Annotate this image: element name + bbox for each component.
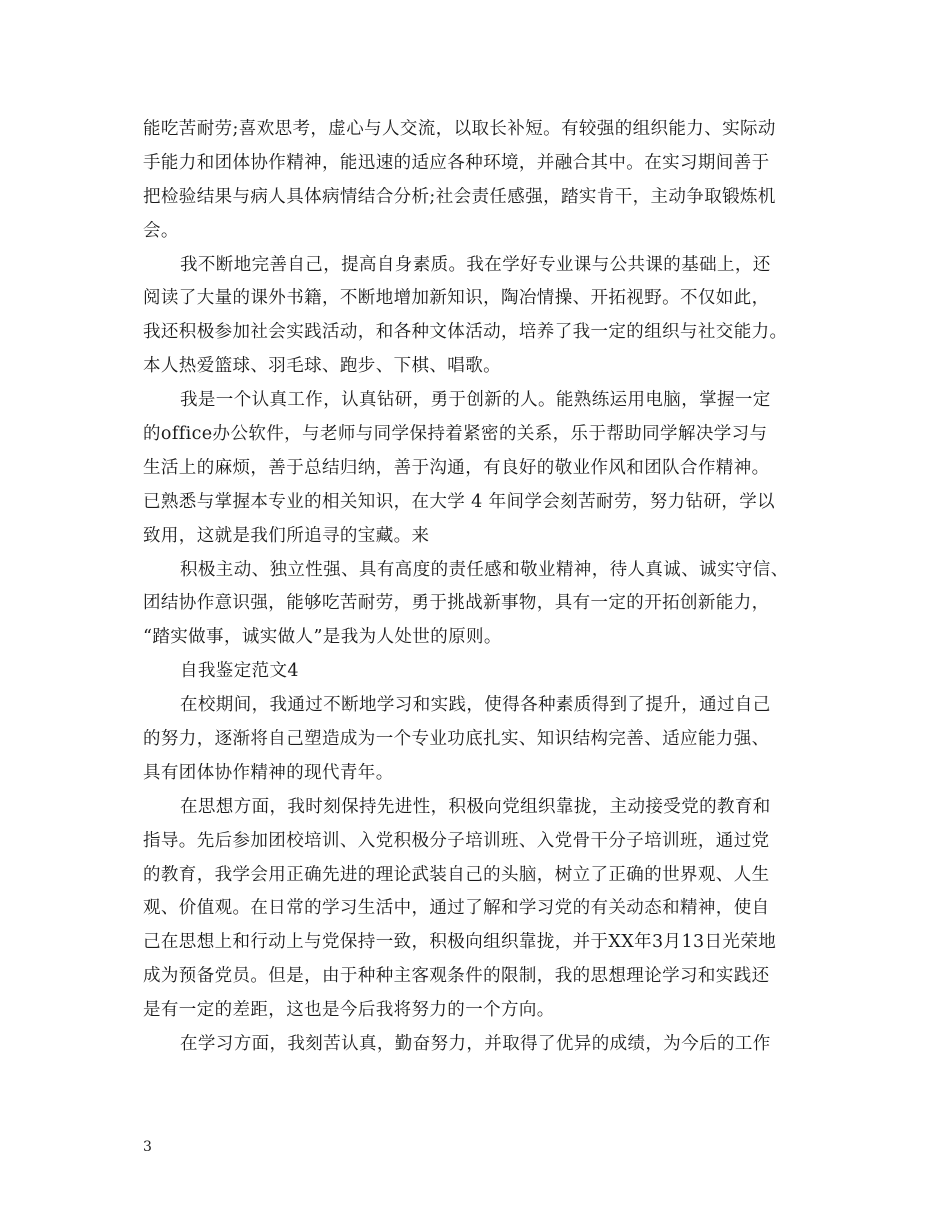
text-line: 在学习方面，我刻苦认真，勤奋努力，并取得了优异的成绩，为今后的工作	[180, 1034, 771, 1055]
text-line: 把检验结果与病人具体病情结合分析;社会责任感强，踏实肯干，主动争取锻炼机	[143, 186, 776, 207]
text-line: 已熟悉与掌握本专业的相关知识，在大学 4 年间学会刻苦耐劳，努力钻研，学以	[143, 491, 776, 512]
text-line: 己在思想上和行动上与党保持一致，积极向组织靠拢，并于XX年3月13日光荣地	[143, 932, 777, 953]
text-line: 积极主动、独立性强、具有高度的责任感和敬业精神，待人真诚、诚实守信、	[180, 559, 789, 580]
document-body	[143, 113, 811, 1062]
text-line: 成为预备党员。但是，由于种种主客观条件的限制，我的思想理论学习和实践还	[143, 966, 770, 987]
text-line: 观、价值观。在日常的学习生活中，通过了解和学习党的有关动态和精神，使自	[143, 898, 770, 919]
text-line: 的教育，我学会用正确先进的理论武装自己的头脑，树立了正确的世界观、人生	[143, 864, 770, 885]
text-line: 在校期间，我通过不断地学习和实践，使得各种素质得到了提升，通过自己	[180, 695, 771, 716]
text-line: 的努力，逐渐将自己塑造成为一个专业功底扎实、知识结构完善、适应能力强、	[143, 729, 770, 750]
text-line: 在思想方面，我时刻保持先进性，积极向党组织靠拢，主动接受党的教育和	[180, 796, 771, 817]
page-number: 3	[143, 1139, 152, 1155]
text-line: 手能力和团体协作精神，能迅速的适应各种环境，并融合其中。在实习期间善于	[143, 152, 770, 173]
text-line: 具有团体协作精神的现代青年。	[143, 762, 394, 783]
text-line: 是有一定的差距，这也是今后我将努力的一个方向。	[143, 1000, 555, 1021]
text-line: 我不断地完善自己，提高自身素质。我在学好专业课与公共课的基础上，还	[180, 254, 771, 275]
text-line: 团结协作意识强，能够吃苦耐劳，勇于挑战新事物，具有一定的开拓创新能力，	[143, 593, 770, 614]
text-line: 本人热爱篮球、羽毛球、跑步、下棋、唱歌。	[143, 356, 501, 377]
text-line: 会。	[143, 220, 179, 241]
text-line: 我还积极参加社会实践活动，和各种文体活动，培养了我一定的组织与社交能力。	[143, 322, 788, 343]
text-line: 致用，这就是我们所追寻的宝藏。来	[143, 525, 430, 546]
text-line: 我是一个认真工作，认真钻研，勇于创新的人。能熟练运用电脑，掌握一定	[180, 390, 771, 411]
text-line: 生活上的麻烦，善于总结归纳，善于沟通，有良好的敬业作风和团队合作精神。	[143, 457, 770, 478]
text-line: 自我鉴定范文4	[180, 661, 299, 682]
text-line: 能吃苦耐劳;喜欢思考，虚心与人交流，以取长补短。有较强的组织能力、实际动	[143, 119, 776, 139]
text-line: 指导。先后参加团校培训、入党积极分子培训班、入党骨干分子培训班，通过党	[143, 830, 770, 851]
text-line: 阅读了大量的课外书籍，不断地增加新知识，陶冶情操、开拓视野。不仅如此，	[143, 288, 770, 309]
text-line: 的office办公软件，与老师与同学保持着紧密的关系，乐于帮助同学解决学习与	[143, 424, 768, 445]
text-line: “踏实做事，诚实做人”是我为人处世的原则。	[143, 627, 502, 648]
